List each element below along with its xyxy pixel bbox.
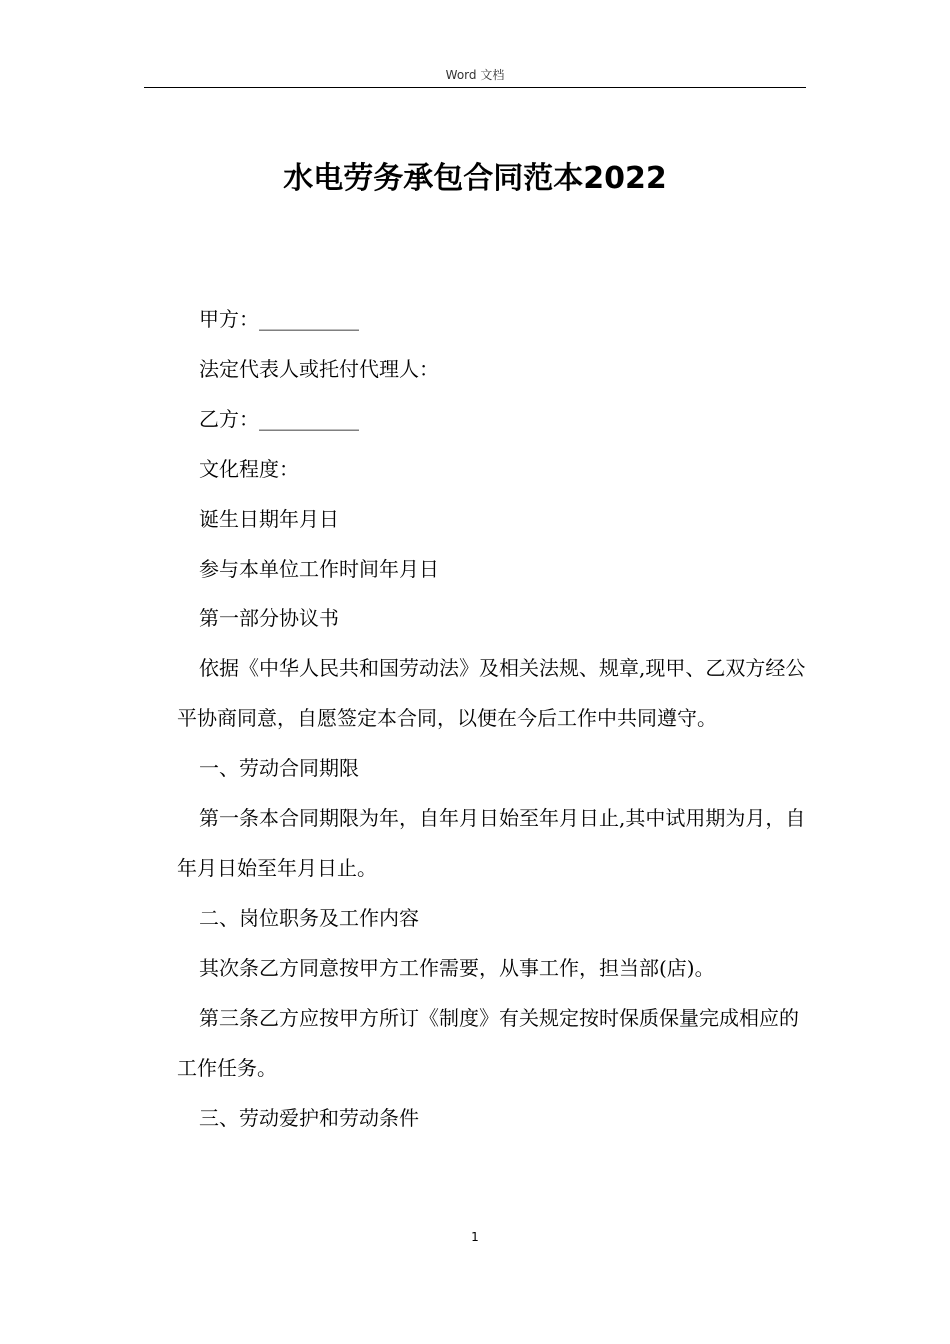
section-two-heading: 二、岗位职务及工作内容 <box>199 905 419 930</box>
document-title: 水电劳务承包合同范本2022 <box>283 161 667 196</box>
birth-date-line: 诞生日期年月日 <box>199 506 339 531</box>
legal-representative-line: 法定代表人或托付代理人： <box>199 356 439 381</box>
part-one-heading: 第一部分协议书 <box>199 606 339 631</box>
section-one-heading: 一、劳动合同期限 <box>199 756 359 781</box>
party-b-line: 乙方：__________ <box>199 406 359 431</box>
section-three-heading: 三、劳动爱护和劳动条件 <box>199 1105 419 1130</box>
header-divider <box>144 87 806 88</box>
document-body <box>177 295 809 1143</box>
page-header: Word 文档 <box>445 68 505 82</box>
article-three-paragraph: 第三条乙方应按甲方所订《制度》有关规定按时保质保量完成相应的工作任务。 <box>177 1005 799 1080</box>
preamble-paragraph: 依据《中华人民共和国劳动法》及相关法规、规章,现甲、乙双方经公平协商同意，自愿签定本合同，以便在今后工作中共同遵守。 <box>177 656 806 731</box>
page-number: 1 <box>471 1230 479 1244</box>
join-date-line: 参与本单位工作时间年月日 <box>199 556 439 581</box>
article-two-paragraph: 其次条乙方同意按甲方工作需要，从事工作，担当部(店)。 <box>199 955 715 980</box>
education-line: 文化程度： <box>199 456 299 481</box>
party-a-line: 甲方：__________ <box>199 307 359 331</box>
article-one-paragraph: 第一条本合同期限为年，自年月日始至年月日止,其中试用期为月，自年月日始至年月日止。 <box>177 806 806 880</box>
